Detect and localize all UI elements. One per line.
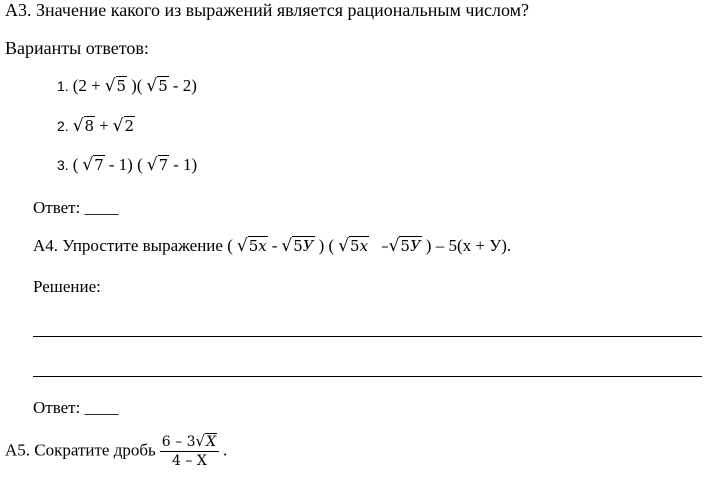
- sqrt-expression: √8: [72, 116, 95, 136]
- expr-part: (: [72, 155, 79, 174]
- sqrt-expression: √2: [112, 116, 135, 136]
- expr-part: ) – 5(x + У).: [425, 236, 512, 255]
- variants-label: Варианты ответов:: [5, 38, 149, 58]
- fraction-numerator: 6 – 3√X: [160, 432, 219, 452]
- sqrt-expression: √5У: [281, 236, 314, 256]
- expr-part: ) (: [318, 236, 335, 255]
- sqrt-expression: √5x: [338, 236, 369, 256]
- answer-a4: Ответ: ____: [33, 398, 119, 417]
- question-a5-lead: А5. Сократите дробь: [5, 440, 156, 460]
- sqrt-expression: √5: [104, 76, 127, 96]
- answer-line: [33, 376, 702, 377]
- option-3: [57, 155, 197, 175]
- solution-label: Решение:: [33, 277, 101, 296]
- expr-part: - 1): [173, 155, 198, 174]
- answer-line: [33, 336, 702, 337]
- option-number: 3.: [57, 157, 69, 173]
- question-a4: [33, 236, 511, 256]
- option-1: [57, 76, 197, 96]
- fraction-denominator: 4 – X: [172, 453, 207, 469]
- sqrt-expression: √5: [146, 76, 168, 96]
- question-a5: [5, 432, 227, 469]
- option-number: 2.: [57, 118, 69, 134]
- minus-sign: –: [381, 237, 389, 255]
- question-a4-lead: А4. Упростите выражение (: [33, 236, 233, 255]
- option-2: [57, 116, 135, 136]
- expr-part: +: [99, 116, 109, 135]
- expr-part: - 1) (: [108, 155, 143, 174]
- minus-sign: -: [271, 236, 278, 255]
- expr-part: )(: [131, 76, 143, 95]
- sqrt-expression: √7: [146, 155, 169, 175]
- expr-part: (2 +: [72, 76, 101, 95]
- period: .: [223, 440, 228, 460]
- sqrt-expression: √7: [82, 155, 104, 175]
- option-number: 1.: [57, 78, 69, 94]
- expr-part: - 2): [172, 76, 197, 95]
- question-a3-title: А3. Значение какого из выражений является рациональным числом?: [5, 0, 530, 20]
- fraction: [160, 432, 219, 469]
- answer-a3: Ответ: ____: [33, 198, 119, 217]
- sqrt-expression: √5У: [388, 236, 421, 256]
- sqrt-expression: √5x: [236, 236, 267, 256]
